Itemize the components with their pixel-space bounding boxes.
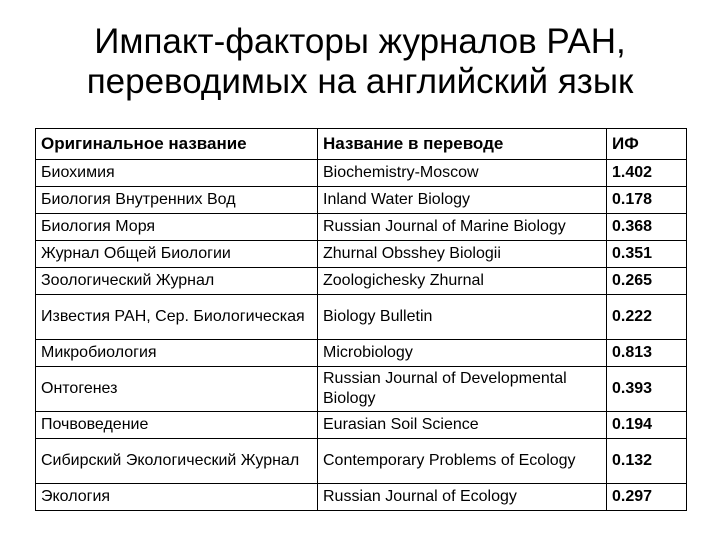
cell-original-name: Микробиология [36,340,318,367]
header-translated-name: Название в переводе [318,129,607,160]
cell-impact-factor: 0.813 [607,340,687,367]
cell-translated-name: Microbiology [318,340,607,367]
cell-impact-factor: 0.132 [607,439,687,484]
cell-impact-factor: 0.368 [607,214,687,241]
cell-translated-name: Eurasian Soil Science [318,412,607,439]
cell-translated-name: Zoologichesky Zhurnal [318,268,607,295]
cell-original-name: Биология Моря [36,214,318,241]
cell-impact-factor: 0.351 [607,241,687,268]
cell-translated-name: Russian Journal of Marine Biology [318,214,607,241]
cell-translated-name: Biology Bulletin [318,295,607,340]
table-row [36,439,687,484]
cell-original-name: Биология Внутренних Вод [36,187,318,214]
header-impact-factor: ИФ [607,129,687,160]
cell-impact-factor: 0.393 [607,367,687,412]
cell-impact-factor: 0.222 [607,295,687,340]
impact-factor-table [35,128,687,511]
table-row [36,340,687,367]
table-row [36,295,687,340]
table-row [36,214,687,241]
cell-impact-factor: 0.297 [607,484,687,511]
cell-original-name: Сибирский Экологический Журнал [36,439,318,484]
cell-original-name: Известия РАН, Сер. Биологическая [36,295,318,340]
cell-impact-factor: 0.265 [607,268,687,295]
cell-original-name: Экология [36,484,318,511]
table-row [36,367,687,412]
table-body [36,160,687,511]
cell-original-name: Онтогенез [36,367,318,412]
cell-impact-factor: 0.178 [607,187,687,214]
cell-original-name: Зоологический Журнал [36,268,318,295]
cell-original-name: Биохимия [36,160,318,187]
table-row [36,241,687,268]
table-row [36,160,687,187]
cell-original-name: Журнал Общей Биологии [36,241,318,268]
table-row [36,484,687,511]
cell-impact-factor: 1.402 [607,160,687,187]
table-row [36,412,687,439]
table-row [36,268,687,295]
cell-translated-name: Inland Water Biology [318,187,607,214]
table-header-row [36,129,687,160]
page-title [0,22,720,102]
title-line-2: переводимых на английский язык [86,62,634,101]
table-row [36,187,687,214]
cell-translated-name: Zhurnal Obsshey Biologii [318,241,607,268]
cell-translated-name: Biochemistry-Moscow [318,160,607,187]
cell-translated-name: Contemporary Problems of Ecology [318,439,607,484]
title-line-1: Импакт-факторы журналов РАН, [94,22,626,61]
cell-original-name: Почвоведение [36,412,318,439]
cell-impact-factor: 0.194 [607,412,687,439]
header-original-name: Оригинальное название [36,129,318,160]
cell-translated-name: Russian Journal of Developmental Biology [318,367,607,412]
cell-translated-name: Russian Journal of Ecology [318,484,607,511]
